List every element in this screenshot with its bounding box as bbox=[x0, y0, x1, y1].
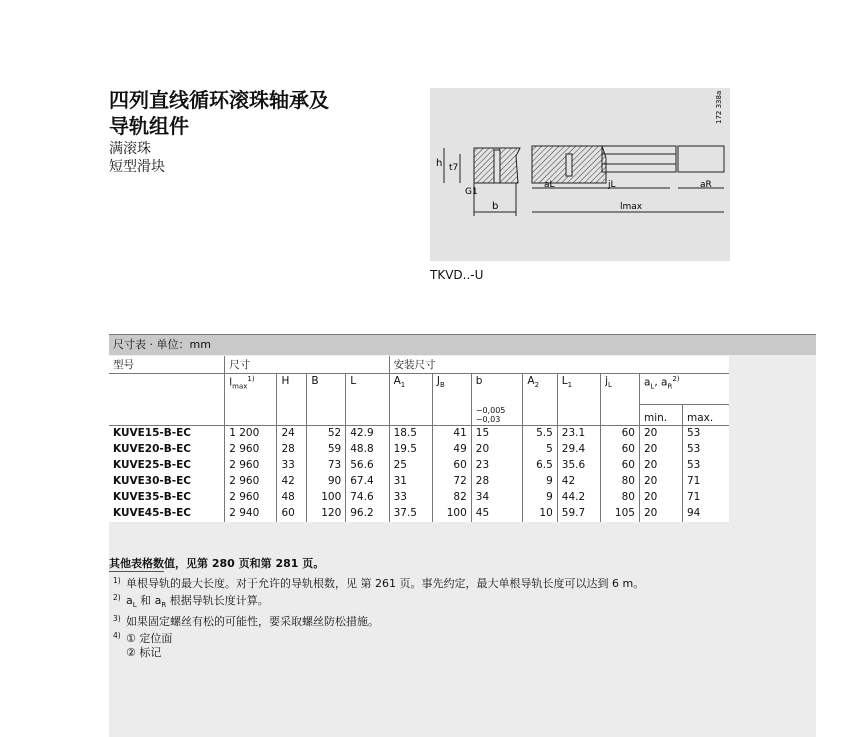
table-header-row-3 bbox=[109, 405, 729, 426]
header-l: L bbox=[346, 374, 389, 405]
table-row: KUVE30-B-EC 2 960 42 90 67.4 31 72 28 9 42 80 20 71 bbox=[109, 474, 729, 490]
header-a1: $A_1$ bbox=[389, 374, 432, 405]
page-subtitle bbox=[109, 140, 165, 176]
label-b: b bbox=[492, 201, 499, 212]
label-ar: aR bbox=[700, 180, 712, 190]
label-g1: G1 bbox=[465, 187, 478, 197]
header-mounting: 安装尺寸 bbox=[389, 356, 729, 374]
rail-end-view bbox=[678, 146, 724, 172]
header-h: H bbox=[277, 374, 307, 405]
footnote-2: 2) $a_L$ 和 $a_R$ 根据导轨长度计算。 bbox=[113, 593, 269, 610]
header-jb: $J_B$ bbox=[432, 374, 471, 405]
table-row: KUVE45-B-EC 2 940 60 120 96.2 37.5 100 45 10 59.7 105 20 94 bbox=[109, 506, 729, 522]
footnote-4: 4) ① 定位面 ② 标记 bbox=[113, 631, 173, 660]
label-jl: jL bbox=[608, 180, 616, 190]
header-max: max. bbox=[682, 405, 729, 426]
table-row: KUVE35-B-EC 2 960 48 100 74.6 33 82 34 9 44.2 80 20 71 bbox=[109, 490, 729, 506]
header-a2: $A_2$ bbox=[523, 374, 557, 405]
header-model: 型号 bbox=[113, 359, 134, 371]
title-line-1: 四列直线循环滚珠轴承及 bbox=[109, 88, 329, 112]
header-dimensions: 尺寸 bbox=[225, 356, 389, 374]
page-title bbox=[109, 87, 409, 139]
dimension-table bbox=[109, 356, 729, 522]
table-row: KUVE15-B-EC 1 200 24 52 42.9 18.5 41 15 5.5 23.1 60 20 53 bbox=[109, 425, 729, 442]
header-l1: $L_1$ bbox=[557, 374, 600, 405]
header-b-width: B bbox=[307, 374, 346, 405]
table-header-bar: 尺寸表 · 单位：mm bbox=[109, 334, 816, 355]
footnote-1: 1) 单根导轨的最大长度。对于允许的导轨根数，见 第 261 页。事先约定，最大单根导轨长度可以达到 6 m。 bbox=[113, 576, 645, 590]
subtitle-line-2: 短型滑块 bbox=[109, 159, 165, 175]
label-lmax: lmax bbox=[620, 202, 643, 212]
header-lmax: $l_{max}^{1)}$ bbox=[225, 374, 277, 405]
header-min: min. bbox=[639, 405, 682, 426]
notes-reference: 其他表格数值，见第 280 页和第 281 页。 bbox=[109, 557, 325, 570]
header-al-ar: $a_L$, $a_R^{2)}$ bbox=[639, 374, 729, 405]
table-header-row-2 bbox=[109, 374, 729, 405]
rail-slot bbox=[494, 150, 500, 183]
screw-hole bbox=[566, 154, 572, 176]
footnote-3: 3) 如果固定螺丝有松的可能性，要采取螺丝防松措施。 bbox=[113, 614, 379, 629]
table-row: KUVE25-B-EC 2 960 33 73 56.6 25 60 23 6.5 35.6 60 20 53 bbox=[109, 458, 729, 474]
technical-drawing bbox=[430, 88, 730, 261]
header-b-tolerance: −0,005 −0,03 bbox=[471, 405, 523, 426]
footnote-rule bbox=[109, 571, 164, 572]
label-t7: t7 bbox=[449, 163, 459, 173]
rail-side-view bbox=[602, 146, 676, 172]
header-b: b bbox=[471, 374, 523, 405]
title-line-2: 导轨组件 bbox=[109, 114, 189, 138]
drawing-code: 172 338a bbox=[715, 90, 723, 124]
notes-section bbox=[109, 555, 809, 663]
drawing-svg bbox=[430, 88, 730, 261]
label-al: aL bbox=[544, 180, 555, 190]
table-header-row-1 bbox=[109, 356, 729, 374]
header-jl: $j_L$ bbox=[601, 374, 640, 405]
subtitle-line-1: 满滚珠 bbox=[109, 141, 151, 157]
table-row: KUVE20-B-EC 2 960 28 59 48.8 19.5 49 20 5 29.4 60 20 53 bbox=[109, 442, 729, 458]
figure-caption: TKVD..-U bbox=[430, 268, 484, 282]
label-h: h bbox=[436, 158, 443, 169]
